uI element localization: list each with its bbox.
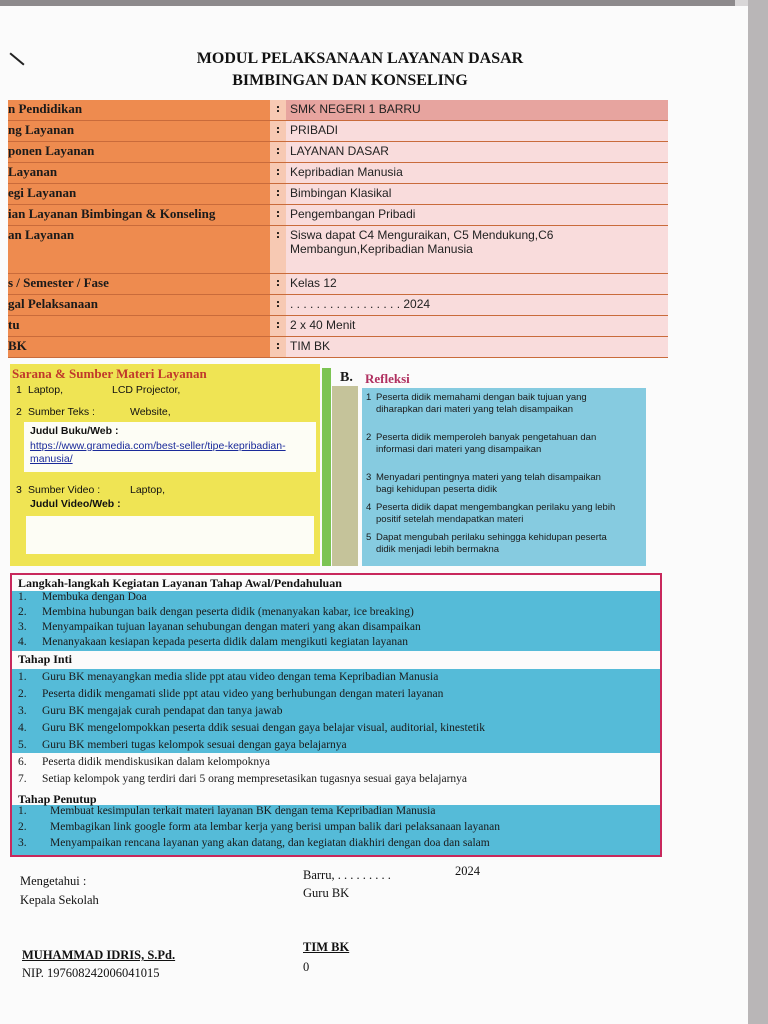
step-text: Setiap kelompok yang terdiri dari 5 orang mempresetasikan tugasnya sesuai gaya belajarnya: [42, 773, 468, 785]
sarana-item2-a: Sumber Teks :: [28, 406, 95, 418]
refleksi-box: [362, 388, 646, 566]
info-value: Kepribadian Manusia: [286, 163, 668, 184]
info-row: [8, 163, 668, 184]
info-colon: :: [270, 316, 286, 337]
divider-green: [322, 368, 331, 566]
teacher-nip: 0: [303, 960, 310, 974]
doc-title-line2: BIMBINGAN DAN KONSELING: [232, 72, 468, 89]
step-text: Guru BK menayangkan media slide ppt atau video dengan tema Kepribadian Manusia: [42, 671, 439, 683]
step-number: 2.: [18, 606, 27, 618]
info-row: [8, 316, 668, 337]
step-text: Membagikan link google form ata lembar kerja yang berisi umpan balik dari pelaksanaan layanan: [50, 821, 500, 833]
step-number: 1.: [18, 671, 27, 683]
info-row: [8, 142, 668, 163]
refleksi-line1: Peserta didik memperoleh banyak pengetahuan dan: [376, 432, 597, 443]
info-colon: :: [270, 205, 286, 226]
info-value: 2 x 40 Menit: [286, 316, 668, 337]
kepala-sekolah-label: Kepala Sekolah: [20, 893, 99, 907]
principal-name: MUHAMMAD IDRIS, S.Pd.: [22, 948, 176, 962]
info-table: [8, 100, 668, 358]
step-number: 3.: [18, 621, 27, 633]
step-text: Membina hubungan baik dengan peserta didik (menanyakan kabar, ice breaking): [42, 606, 414, 618]
step-number: 5.: [18, 739, 27, 751]
info-colon: :: [270, 100, 286, 121]
step-number: 3.: [18, 837, 27, 849]
judul-buku-label: Judul Buku/Web :: [30, 425, 119, 437]
step-text: Menyampaikan rencana layanan yang akan datang, dan kegiatan diakhiri dengan doa dan salam: [50, 837, 490, 849]
step-number: 1.: [18, 591, 27, 603]
info-value: Kelas 12: [286, 274, 668, 295]
info-value: Bimbingan Klasikal: [286, 184, 668, 205]
info-value: SMK NEGERI 1 BARRU: [286, 100, 668, 121]
mengetahui-label: Mengetahui :: [20, 874, 87, 888]
step-text: Menanyakaan kesiapan kepada peserta didik dalam mengikuti kegiatan layanan: [42, 636, 408, 648]
sarana-item1-a: Laptop,: [28, 384, 64, 396]
step-number: 4.: [18, 722, 27, 734]
info-colon: :: [270, 163, 286, 184]
refleksi-line2: didik menjadi lebih bermakna: [376, 544, 500, 555]
penutup-title: Tahap Penutup: [18, 792, 97, 806]
refleksi-line1: Peserta didik memahami dengan baik tujuan yang: [376, 392, 587, 403]
info-row: [8, 121, 668, 142]
info-row: [8, 100, 668, 121]
refleksi-line1: Menyadari pentingnya materi yang telah disampaikan: [376, 472, 601, 483]
info-colon: :: [270, 184, 286, 205]
step-text: Guru BK mengelompokkan peserta ddik sesuai dengan gaya belajar visual, auditorial, kinestetik: [42, 722, 485, 734]
refleksi-label: B.: [340, 370, 353, 385]
doc-title-line1: MODUL PELAKSANAAN LAYANAN DASAR: [196, 50, 524, 67]
info-colon: :: [270, 142, 286, 163]
sarana-item3-a: Sumber Video :: [28, 484, 101, 496]
step-number: 7.: [18, 773, 27, 785]
document-page: [0, 6, 748, 1024]
sarana-box: [10, 364, 320, 566]
refleksi-num: 2: [366, 432, 372, 443]
info-value: Siswa dapat C4 Menguraikan, C5 Mendukung,C6 Membangun,Kepribadian Manusia: [286, 226, 668, 274]
info-row: [8, 295, 668, 316]
place-date: Barru, . . . . . . . . .: [303, 868, 391, 882]
step-text: Membuka dengan Doa: [42, 591, 147, 603]
sign-year: 2024: [455, 864, 480, 878]
page-edge-shadow: [748, 0, 768, 1024]
refleksi-line1: Peserta didik dapat mengembangkan perilaku yang lebih: [376, 502, 616, 513]
step-number: 6.: [18, 756, 27, 768]
sarana-item2-num: 2: [16, 406, 22, 418]
info-row: [8, 337, 668, 358]
info-colon: :: [270, 226, 286, 274]
info-label: gal Pelaksanaan: [8, 295, 270, 316]
step-number: 1.: [18, 805, 27, 817]
info-label: Layanan: [8, 163, 270, 184]
info-value: PRIBADI: [286, 121, 668, 142]
step-number: 2.: [18, 821, 27, 833]
refleksi-line1: Dapat mengubah perilaku sehingga kehidupan peserta: [376, 532, 607, 543]
info-value: TIM BK: [286, 337, 668, 358]
refleksi-num: 1: [366, 392, 372, 403]
info-value: LAYANAN DASAR: [286, 142, 668, 163]
refleksi-line2: informasi dari materi yang disampaikan: [376, 444, 542, 455]
judul-video-label: Judul Video/Web :: [30, 498, 121, 510]
refleksi-title: Refleksi: [365, 371, 410, 386]
info-label: n Pendidikan: [8, 100, 270, 121]
step-number: 3.: [18, 705, 27, 717]
info-label: egi Layanan: [8, 184, 270, 205]
refleksi-num: 3: [366, 472, 372, 483]
gramedia-link-line2[interactable]: manusia/: [30, 453, 73, 465]
awal-title: Langkah-langkah Kegiatan Layanan Tahap Awal/Pendahuluan: [18, 576, 342, 590]
info-label: ponen Layanan: [8, 142, 270, 163]
info-row: [8, 184, 668, 205]
info-colon: :: [270, 337, 286, 358]
step-text: Peserta didik mengamati slide ppt atau video yang berhubungan dengan materi layanan: [42, 688, 444, 700]
info-label: s / Semester / Fase: [8, 274, 270, 295]
teacher-name: TIM BK: [303, 940, 350, 954]
step-text: Guru BK mengajak curah pendapat dan tanya jawab: [42, 705, 283, 717]
divider-olive: [332, 386, 358, 566]
info-label: BK: [8, 337, 270, 358]
info-row: [8, 274, 668, 295]
row-divider: [8, 357, 668, 358]
video-link-area: [26, 516, 314, 554]
refleksi-line2: positif setelah mendapatkan materi: [376, 514, 524, 525]
sarana-item2-b: Website,: [130, 406, 171, 418]
guru-bk-label: Guru BK: [303, 886, 350, 900]
sarana-item3-b: Laptop,: [130, 484, 166, 496]
info-label: ian Layanan Bimbingan & Konseling: [8, 205, 270, 226]
info-colon: :: [270, 121, 286, 142]
info-row: [8, 205, 668, 226]
sarana-header: Sarana & Sumber Materi Layanan: [12, 366, 207, 381]
refleksi-line2: diharapkan dari materi yang telah disampaikan: [376, 404, 573, 415]
step-number: 2.: [18, 688, 27, 700]
step-number: 4.: [18, 636, 27, 648]
sarana-item1-b: LCD Projector,: [112, 384, 181, 396]
sarana-item3-num: 3: [16, 484, 22, 496]
info-colon: :: [270, 295, 286, 316]
step-text: Membuat kesimpulan terkait materi layanan BK dengan tema Kepribadian Manusia: [50, 805, 436, 817]
inti-title: Tahap Inti: [18, 652, 72, 666]
info-label: tu: [8, 316, 270, 337]
sarana-item1-num: 1: [16, 384, 22, 396]
info-label: ng Layanan: [8, 121, 270, 142]
refleksi-num: 5: [366, 532, 372, 543]
info-label: an Layanan: [8, 226, 270, 274]
info-colon: :: [270, 274, 286, 295]
step-text: Guru BK memberi tugas kelompok sesuai dengan gaya belajarnya: [42, 739, 347, 751]
refleksi-line2: bagi kehidupan peserta didik: [376, 484, 497, 495]
principal-nip: NIP. 197608242006041015: [22, 966, 160, 980]
gramedia-link-line1[interactable]: https://www.gramedia.com/best-seller/tipe-kepribadian-: [30, 440, 286, 452]
step-text: Menyampaikan tujuan layanan sehubungan dengan materi yang akan disampaikan: [42, 621, 421, 633]
refleksi-num: 4: [366, 502, 372, 513]
info-value: Pengembangan Pribadi: [286, 205, 668, 226]
steps-box: [10, 573, 662, 857]
info-row: [8, 226, 668, 274]
step-text: Peserta didik mendiskusikan dalam kelompoknya: [42, 756, 271, 768]
info-value: . . . . . . . . . . . . . . . . . 2024: [286, 295, 668, 316]
